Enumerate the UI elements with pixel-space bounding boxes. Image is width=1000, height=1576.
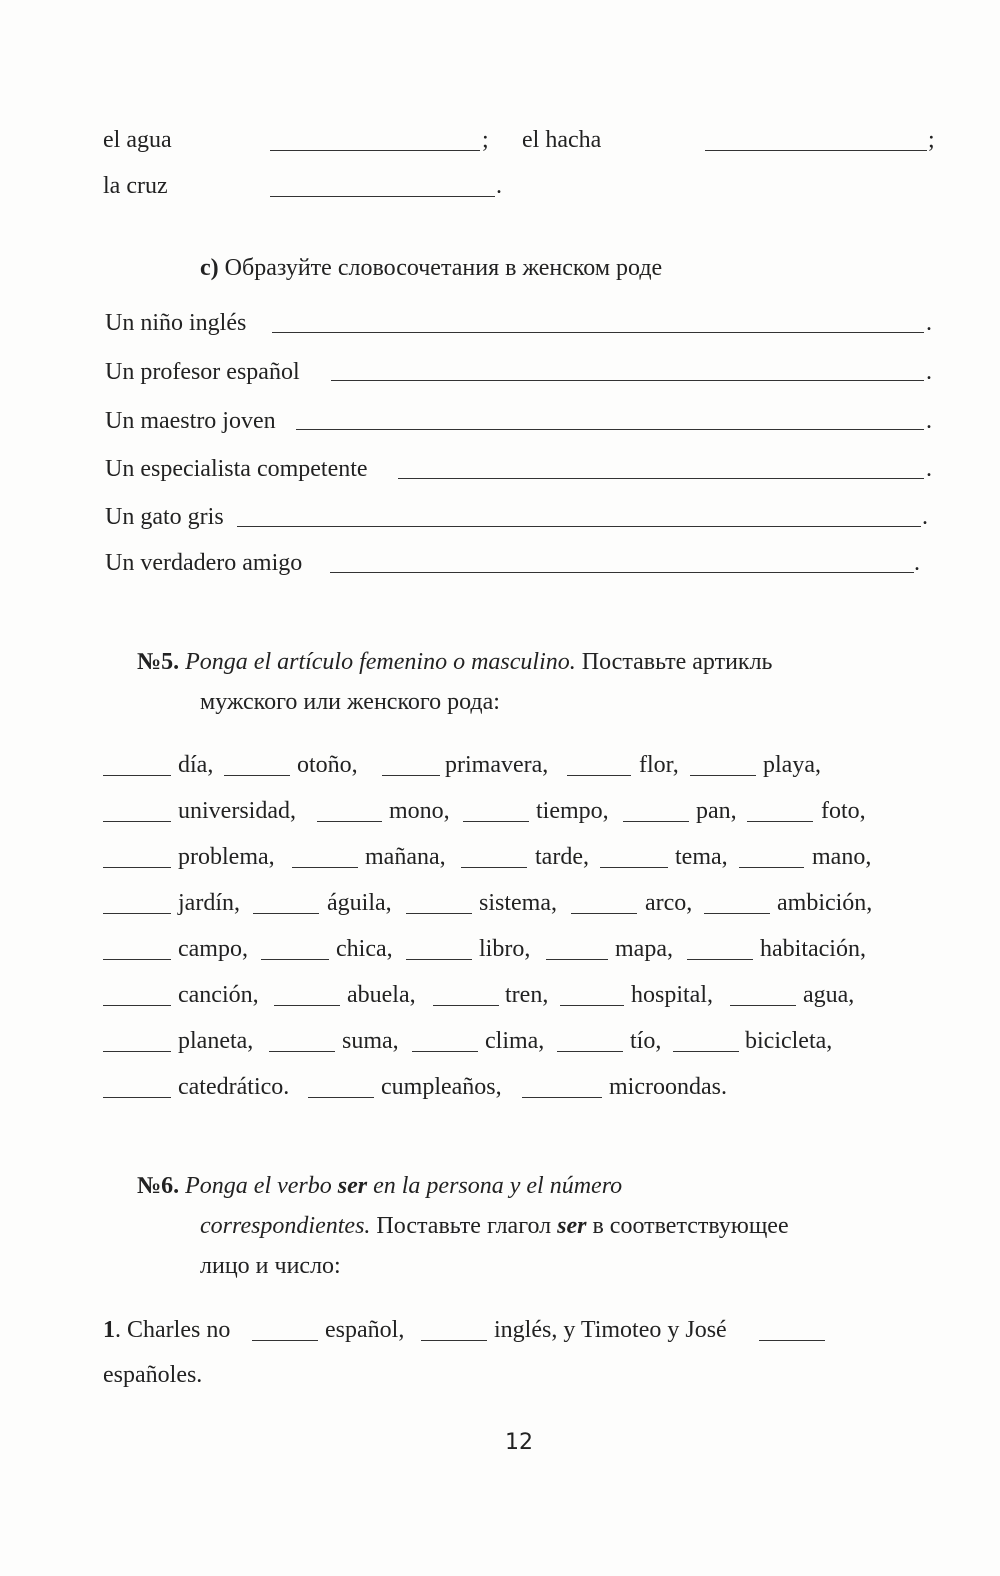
item-text: español, — [325, 1317, 405, 1343]
article-blank[interactable] — [730, 1005, 796, 1006]
article-blank[interactable] — [308, 1097, 374, 1098]
noun-word: flor, — [639, 752, 679, 778]
noun-word: mañana, — [365, 844, 446, 870]
noun-word: tiempo, — [536, 798, 609, 824]
answer-line[interactable] — [237, 526, 921, 527]
article-blank[interactable] — [461, 867, 527, 868]
article-blank[interactable] — [382, 775, 440, 776]
ex5-instruction-ru-line2: мужского или женского рода: — [200, 689, 500, 715]
noun-word: tema, — [675, 844, 728, 870]
noun-word: tarde, — [535, 844, 589, 870]
item-number: 1 — [103, 1317, 115, 1343]
noun-word: tren, — [505, 982, 549, 1008]
noun-word: abuela, — [347, 982, 416, 1008]
item-text: . Charles no — [115, 1317, 231, 1343]
ex6-verb-ser: ser — [337, 1173, 368, 1199]
answer-line[interactable] — [272, 332, 924, 333]
noun-word: universidad, — [178, 798, 296, 824]
answer-line[interactable] — [331, 380, 924, 381]
item-text: inglés, y Timoteo y José — [494, 1317, 727, 1343]
article-blank[interactable] — [600, 867, 668, 868]
article-blank[interactable] — [463, 821, 529, 822]
noun-word: campo, — [178, 936, 248, 962]
noun-word: sistema, — [479, 890, 557, 916]
verb-blank[interactable] — [759, 1340, 825, 1341]
noun-word: arco, — [645, 890, 693, 916]
section-c-instruction: Образуйте словосочетания в женском роде — [224, 255, 663, 281]
noun-word: libro, — [479, 936, 531, 962]
end-period: . — [926, 359, 932, 385]
noun-word: playa, — [763, 752, 821, 778]
noun-word: problema, — [178, 844, 275, 870]
article-blank[interactable] — [673, 1051, 739, 1052]
verb-blank[interactable] — [421, 1340, 487, 1341]
ex6-instruction-es-cont: en la persona y el número — [373, 1173, 623, 1199]
article-blank[interactable] — [406, 913, 472, 914]
article-blank[interactable] — [224, 775, 290, 776]
article-blank[interactable] — [253, 913, 319, 914]
separator: . — [496, 173, 502, 199]
word-la-cruz: la cruz — [103, 173, 168, 199]
answer-line[interactable] — [398, 478, 924, 479]
article-blank[interactable] — [546, 959, 608, 960]
end-period: . — [926, 408, 932, 434]
ex6-heading: №6. Ponga el verbo ser en la persona y el número — [137, 1173, 623, 1199]
article-blank[interactable] — [269, 1051, 335, 1052]
article-blank[interactable] — [560, 1005, 624, 1006]
separator: ; — [928, 127, 935, 153]
noun-word: ambición, — [777, 890, 873, 916]
noun-word: chica, — [336, 936, 393, 962]
article-blank[interactable] — [557, 1051, 623, 1052]
page-number: 12 — [505, 1430, 533, 1455]
noun-word: habitación, — [760, 936, 866, 962]
article-blank[interactable] — [567, 775, 631, 776]
article-blank[interactable] — [317, 821, 382, 822]
answer-line-hacha[interactable] — [705, 150, 927, 151]
ex5-heading: №5. Ponga el artículo femenino o masculino. Поставьте артикль — [137, 649, 773, 675]
separator: ; — [482, 127, 489, 153]
noun-word: águila, — [327, 890, 392, 916]
phrase-item: Un verdadero amigo — [105, 550, 303, 576]
word-el-agua: el agua — [103, 127, 172, 153]
section-c-heading — [200, 256, 662, 280]
article-blank[interactable] — [103, 821, 171, 822]
article-blank[interactable] — [623, 821, 689, 822]
noun-word: microondas. — [609, 1074, 727, 1100]
noun-word: cumpleaños, — [381, 1074, 502, 1100]
answer-line[interactable] — [296, 429, 924, 430]
article-blank[interactable] — [103, 867, 171, 868]
article-blank[interactable] — [406, 959, 472, 960]
article-blank[interactable] — [292, 867, 358, 868]
noun-word: mapa, — [615, 936, 673, 962]
article-blank[interactable] — [103, 959, 171, 960]
section-c-letter: c) — [200, 255, 219, 281]
article-blank[interactable] — [571, 913, 637, 914]
article-blank[interactable] — [103, 1051, 171, 1052]
verb-blank[interactable] — [252, 1340, 318, 1341]
article-blank[interactable] — [690, 775, 756, 776]
article-blank[interactable] — [261, 959, 329, 960]
noun-word: bicicleta, — [745, 1028, 833, 1054]
ex5-number: №5 — [137, 649, 174, 675]
end-period: . — [914, 550, 920, 576]
noun-word: mono, — [389, 798, 450, 824]
article-blank[interactable] — [274, 1005, 340, 1006]
noun-word: mano, — [812, 844, 872, 870]
end-period: . — [922, 504, 928, 530]
ex6-instruction-es: Ponga el verbo — [185, 1173, 332, 1199]
noun-word: día, — [178, 752, 214, 778]
article-blank[interactable] — [103, 913, 171, 914]
ex6-instruction-es-end: correspondientes. — [200, 1213, 371, 1239]
article-blank[interactable] — [433, 1005, 499, 1006]
ex6-verb-ser: ser — [557, 1213, 587, 1239]
noun-word: pan, — [696, 798, 737, 824]
article-blank[interactable] — [103, 1005, 171, 1006]
noun-word: hospital, — [631, 982, 713, 1008]
noun-word: catedrático. — [178, 1074, 290, 1100]
article-blank[interactable] — [412, 1051, 478, 1052]
phrase-item: Un profesor español — [105, 359, 300, 385]
noun-word: tío, — [630, 1028, 662, 1054]
noun-word: suma, — [342, 1028, 399, 1054]
article-blank[interactable] — [687, 959, 753, 960]
end-period: . — [926, 310, 932, 336]
ex5-instruction-es: Ponga el artículo femenino o masculino. — [185, 649, 576, 675]
ex5-instruction-ru: Поставьте артикль — [581, 649, 773, 675]
phrase-item: Un especialista competente — [105, 456, 368, 482]
article-blank[interactable] — [103, 775, 171, 776]
noun-word: primavera, — [445, 752, 549, 778]
answer-line[interactable] — [330, 572, 914, 573]
answer-line-cruz[interactable] — [270, 196, 495, 197]
noun-word: jardín, — [178, 890, 240, 916]
phrase-item: Un niño inglés — [105, 310, 247, 336]
article-blank[interactable] — [739, 867, 804, 868]
item-text: españoles. — [103, 1362, 203, 1388]
noun-word: agua, — [803, 982, 855, 1008]
noun-word: clima, — [485, 1028, 545, 1054]
ex6-instruction-ru-cont: в соответствующее — [592, 1213, 789, 1239]
answer-line-agua[interactable] — [270, 150, 480, 151]
noun-word: planeta, — [178, 1028, 254, 1054]
ex6-number: №6 — [137, 1173, 174, 1199]
article-blank[interactable] — [103, 1097, 171, 1098]
ex6-instruction-ru: Поставьте глагол — [376, 1213, 552, 1239]
noun-word: canción, — [178, 982, 259, 1008]
ex6-heading-line2 — [200, 1214, 789, 1238]
article-blank[interactable] — [747, 821, 813, 822]
article-blank[interactable] — [522, 1097, 602, 1098]
phrase-item: Un gato gris — [105, 504, 224, 530]
article-blank[interactable] — [704, 913, 770, 914]
noun-word: otoño, — [297, 752, 358, 778]
word-el-hacha: el hacha — [522, 127, 602, 153]
noun-word: foto, — [821, 798, 866, 824]
phrase-item: Un maestro joven — [105, 408, 276, 434]
ex6-instruction-ru-line3: лицо и число: — [200, 1253, 341, 1279]
end-period: . — [926, 456, 932, 482]
